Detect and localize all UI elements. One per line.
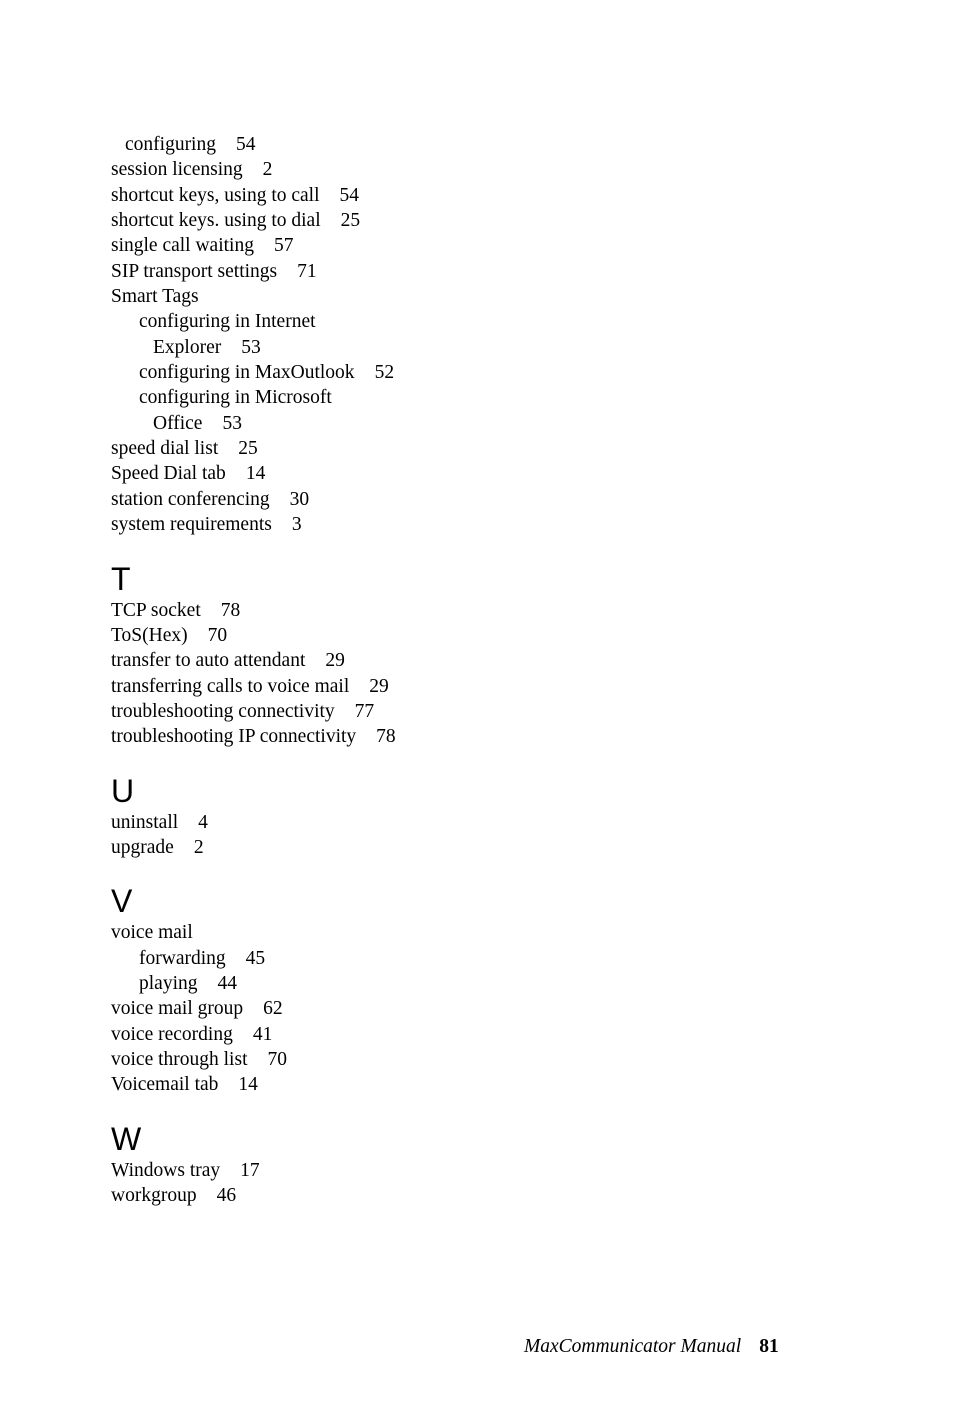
index-list <box>111 132 531 1208</box>
index-term: shortcut keys. using to dial <box>111 210 321 232</box>
index-entry <box>111 360 531 385</box>
index-entry <box>111 512 531 537</box>
index-page-ref: 71 <box>297 260 317 282</box>
index-term: Speed Dial tab <box>111 463 226 485</box>
index-term: configuring in MaxOutlook <box>139 362 355 384</box>
index-entry <box>111 996 531 1021</box>
index-entry <box>111 648 531 673</box>
index-entry <box>111 1158 531 1183</box>
index-term: playing <box>139 972 198 994</box>
index-term: configuring in Microsoft <box>139 387 332 409</box>
index-page-ref: 57 <box>273 235 294 257</box>
index-page-ref: 62 <box>263 998 283 1020</box>
index-term: voice mail group <box>111 998 244 1020</box>
index-term: single call waiting <box>111 235 254 257</box>
index-entry <box>111 1183 531 1208</box>
index-page-ref: 17 <box>240 1159 260 1181</box>
index-entry <box>111 1047 531 1072</box>
index-page-ref: 53 <box>222 412 242 434</box>
index-section-u <box>111 772 531 861</box>
index-term: configuring <box>125 134 216 155</box>
index-section-t <box>111 560 531 750</box>
index-page-ref: 78 <box>220 599 241 621</box>
section-letter-heading: U <box>111 772 135 809</box>
index-page-ref: 78 <box>376 726 396 748</box>
index-section-continued <box>111 132 531 538</box>
index-page-ref: 70 <box>207 624 228 646</box>
index-page-ref: 25 <box>340 210 361 232</box>
index-page-ref: 3 <box>291 514 302 536</box>
index-entry <box>111 674 531 699</box>
index-term: transferring calls to voice mail <box>111 675 350 697</box>
index-entry <box>111 810 531 835</box>
index-term: station conferencing <box>111 488 270 510</box>
index-term: shortcut keys, using to call <box>111 184 320 206</box>
index-section-v <box>111 882 531 1097</box>
index-page-ref: 2 <box>262 159 273 181</box>
index-section-w <box>111 1120 531 1209</box>
index-page-ref: 14 <box>238 1074 258 1096</box>
index-entry <box>111 309 531 334</box>
index-page-ref: 4 <box>198 811 208 833</box>
index-page-ref: 25 <box>238 438 258 460</box>
index-term: voice recording <box>111 1023 233 1045</box>
index-page-ref: 29 <box>325 650 345 672</box>
index-entry <box>111 233 531 258</box>
index-term: SIP transport settings <box>111 260 278 282</box>
index-entry <box>111 598 531 623</box>
index-page-ref: 54 <box>339 184 360 206</box>
index-page-ref: 46 <box>216 1185 237 1206</box>
index-entry <box>111 920 531 945</box>
index-term: TCP socket <box>111 599 201 621</box>
index-entry <box>111 487 531 512</box>
index-term: uninstall <box>111 811 179 833</box>
index-page-ref: 41 <box>252 1023 273 1045</box>
index-entry <box>111 971 531 996</box>
index-term: troubleshooting connectivity <box>111 700 335 722</box>
index-term: upgrade <box>111 836 174 858</box>
index-page-ref: 70 <box>267 1048 287 1070</box>
index-entry <box>111 835 531 860</box>
index-term: ToS(Hex) <box>111 624 188 646</box>
index-entry <box>111 946 531 971</box>
index-term: speed dial list <box>111 438 219 460</box>
index-entry <box>111 335 531 360</box>
index-entry <box>111 461 531 486</box>
index-term: forwarding <box>139 947 226 969</box>
index-page-ref: 52 <box>374 362 395 384</box>
index-entry <box>111 183 531 208</box>
index-entry <box>111 132 531 157</box>
index-entry <box>111 436 531 461</box>
index-page-ref: 77 <box>354 700 375 722</box>
index-entry <box>111 623 531 648</box>
index-page-ref: 14 <box>245 463 266 485</box>
index-term: workgroup <box>111 1185 197 1206</box>
page-footer <box>524 1334 779 1360</box>
index-entry <box>111 1022 531 1047</box>
index-page-ref: 44 <box>217 972 237 994</box>
index-term: Explorer <box>153 336 222 358</box>
index-entry <box>111 208 531 233</box>
index-entry <box>111 724 531 749</box>
index-entry <box>111 385 531 410</box>
section-letter-heading: W <box>111 1120 142 1157</box>
index-entry <box>111 411 531 436</box>
index-term: Windows tray <box>111 1159 221 1181</box>
index-page-ref: 29 <box>369 675 389 697</box>
index-term: troubleshooting IP connectivity <box>111 726 357 748</box>
index-term: session licensing <box>111 159 243 181</box>
index-term: system requirements <box>111 514 272 536</box>
index-entry <box>111 284 531 309</box>
section-letter-heading: V <box>111 883 133 920</box>
index-term: Smart Tags <box>111 286 199 308</box>
index-term: voice through list <box>111 1048 248 1070</box>
index-entry <box>111 699 531 724</box>
index-term: Voicemail tab <box>111 1074 219 1096</box>
index-term: voice mail <box>111 922 193 944</box>
page-number: 81 <box>759 1336 779 1357</box>
index-entry <box>111 157 531 182</box>
index-page-ref: 45 <box>245 947 266 969</box>
index-entry <box>111 1072 531 1097</box>
index-term: configuring in Internet <box>139 311 316 333</box>
index-page-ref: 53 <box>241 336 261 358</box>
index-page-ref: 30 <box>289 488 310 510</box>
index-entry <box>111 259 531 284</box>
manual-title: MaxCommunicator Manual <box>524 1336 742 1357</box>
index-page-ref: 2 <box>193 836 204 858</box>
index-term: Office <box>153 412 203 434</box>
section-letter-heading: T <box>111 560 131 597</box>
index-term: transfer to auto attendant <box>111 650 306 672</box>
index-page-ref: 54 <box>235 134 256 155</box>
